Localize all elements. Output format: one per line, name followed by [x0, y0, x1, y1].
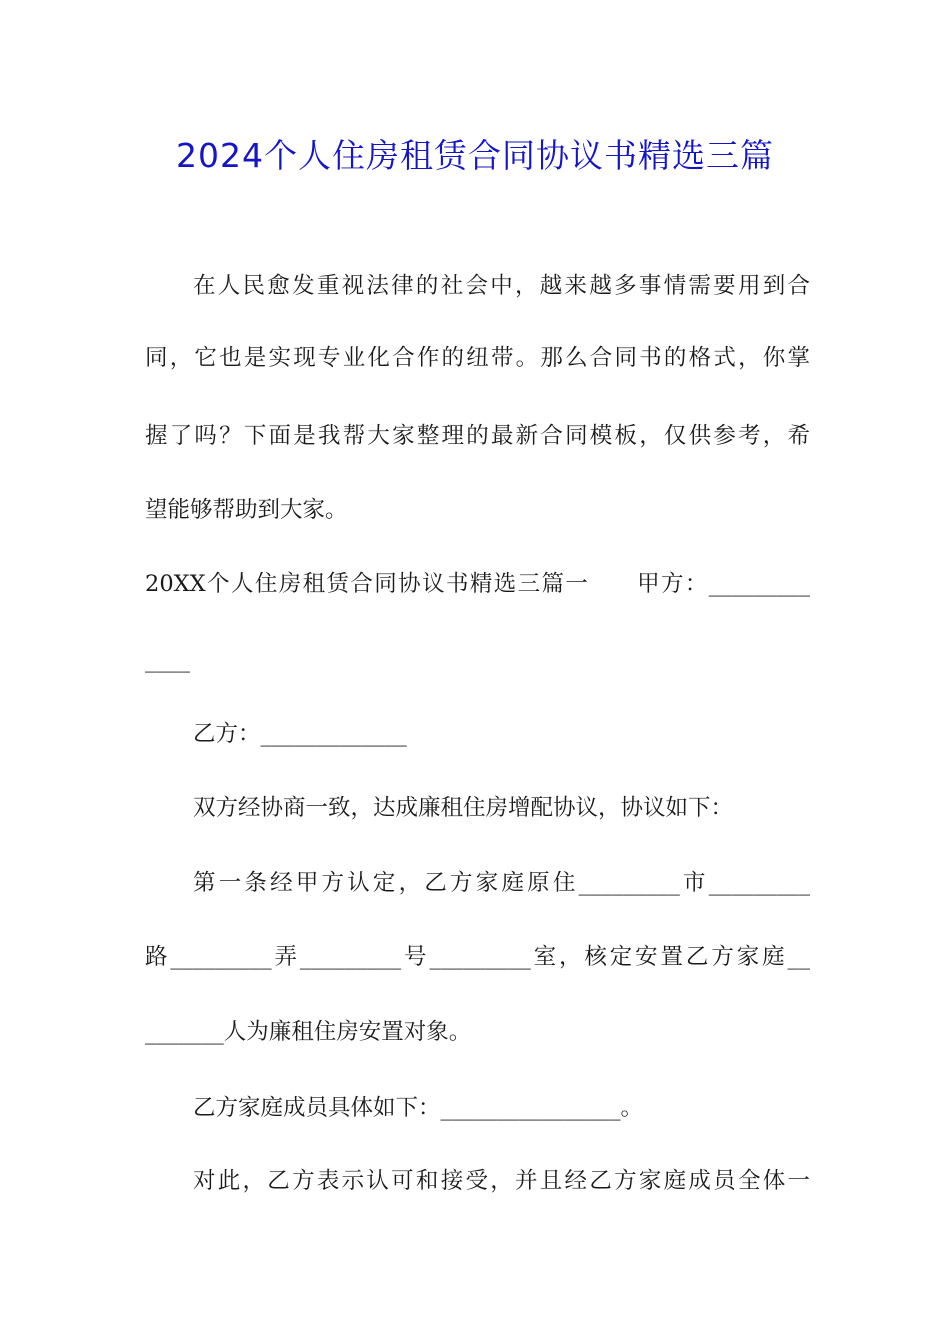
agreement-intro-line: 双方经协商一致，达成廉租住房增配协议，协议如下： — [193, 795, 734, 821]
article-one-line: _______人为廉租住房安置对象。 — [145, 1019, 472, 1045]
paragraph-line: 望能够帮助到大家。 — [145, 497, 348, 523]
paragraph-line: 同，它也是实现专业化合作的纽带。那么合同书的格式，你掌 — [145, 345, 810, 371]
paragraph-line: 在人民愈发重视法律的社会中，越来越多事情需要用到合 — [193, 273, 810, 299]
paragraph-line: 握了吗？下面是我帮大家整理的最新合同模板，仅供参考，希 — [145, 423, 810, 449]
party-b-line: 乙方：_____________ — [193, 721, 407, 747]
paragraph-line: 对此，乙方表示认可和接受，并且经乙方家庭成员全体一 — [193, 1168, 810, 1194]
article-one-line: 第一条经甲方认定，乙方家庭原住_________市_________ — [193, 870, 810, 896]
article-one-line: 路_________弄_________号_________室，核定安置乙方家庭__ — [145, 944, 810, 970]
document-title: 2024个人住房租赁合同协议书精选三篇 — [176, 136, 774, 175]
family-members-line: 乙方家庭成员具体如下：________________。 — [193, 1095, 644, 1121]
section-heading-line: 20XX个人住房租赁合同协议书精选三篇一 甲方：_________ — [145, 571, 810, 597]
blank-continuation-line: ____ — [145, 647, 190, 673]
